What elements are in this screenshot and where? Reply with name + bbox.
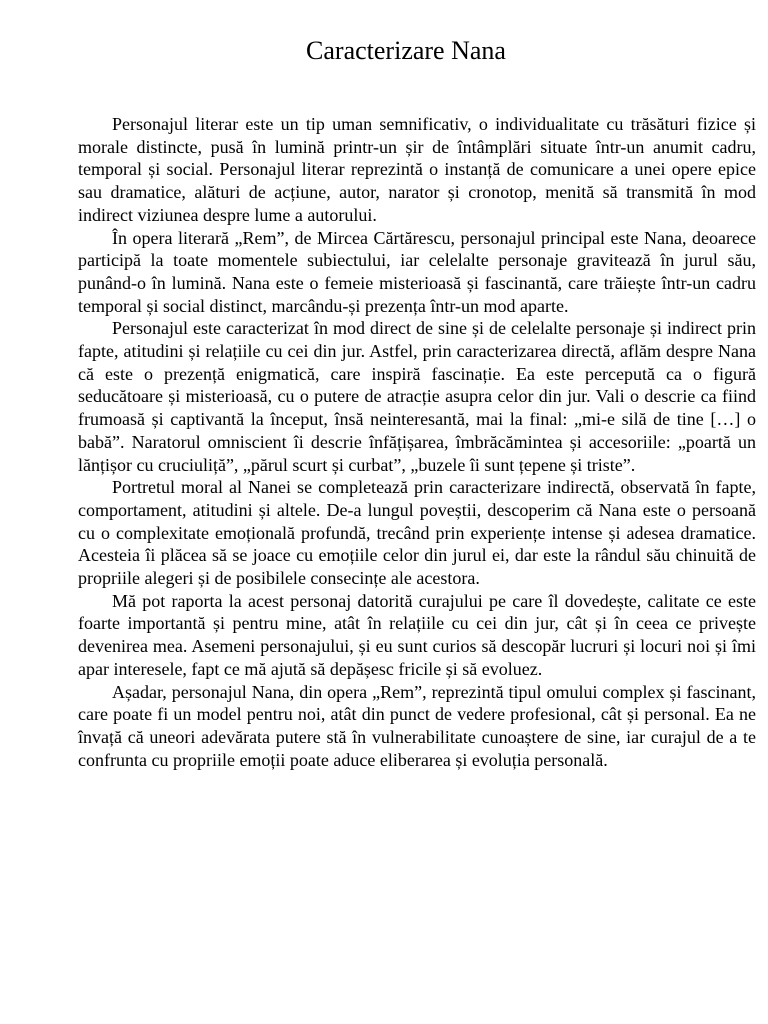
paragraph-personal-opinion: Mă pot raporta la acest personaj datorită curajului pe care îl dovedește, calitate ce este foarte importantă și pentru mine, atât în relațiile cu cei din jur, cât și în ceea ce privește devenirea mea. Asemeni personajului, și eu sunt curios să descopăr lucruri și locuri noi și îmi apar interesele, fapt ce mă ajută să depășesc fricile și să evoluez. — [78, 590, 756, 679]
document-body — [78, 113, 756, 771]
paragraph-definition: Personajul literar este un tip uman semnificativ, o individualitate cu trăsături fizice și morale distincte, pusă în lumină printr-un șir de întâmplări situate într-un anumit cadru, temporal și social. Personajul literar reprezintă o instanță de comunicare a unei opere epice sau dramatice, alături de acțiune, autor, narator și cronotop, menită să transmită în mod indirect viziunea despre lume a autorului. — [78, 114, 756, 225]
paragraph-indirect-characterization: Portretul moral al Nanei se completează prin caracterizare indirectă, observată în fapte, comportament, atitudini și altele. De-a lungul poveștii, descoperim că Nana este o persoană cu o complexitate emoțională profundă, trecând prin experiențe intense și adesea dramatice. Acesteia îi plăcea să se joace cu emoțiile celor din jurul ei, dar este la rândul său chinuită de propriile alegeri și de posibilele consecințe ale acestora. — [78, 477, 756, 589]
paragraph-conclusion: Așadar, personajul Nana, din opera „Rem”, reprezintă tipul omului complex și fascinant, care poate fi un model pentru noi, atât din punct de vedere profesional, cât și personal. Ea ne învață că uneori adevărata putere stă în vulnerabilitate cunoaștere de sine, iar curajul de a te confrunta cu propriile emoții poate aduce eliberarea și evoluția personală. — [78, 681, 756, 770]
document-title: Caracterizare Nana — [306, 36, 506, 65]
paragraph-direct-characterization: Personajul este caracterizat în mod direct de sine și de celelalte personaje și indirect prin fapte, atitudini și relațiile cu cei din jur. Astfel, prin caracterizarea directă, aflăm despre Nana că este o prezență enigmatică, care inspiră fascinație. Ea este percepută ca o figură seducătoare și misterioasă, cu o putere de atracție asupra celor din jur. Vali o descrie ca fiind frumoasă și captivantă la început, însă neinteresantă, mai la final: „mi-e silă de tine […] o babă”. Naratorul omniscient îi descrie înfățișarea, îmbrăcămintea și accesoriile: „poartă un lănțișor cu cruciuliță”, „părul scurt și curbat”, „buzele îi sunt țepene și triste”. — [78, 318, 756, 475]
paragraph-introduction: În opera literară „Rem”, de Mircea Cărtărescu, personajul principal este Nana, deoarece participă la toate momentele subiectului, iar celelalte personaje gravitează în jurul său, punând-o în lumină. Nana este o femeie misterioasă și fascinantă, care trăiește într-un cadru temporal și social distinct, marcându-și prezența într-un mod aparte. — [78, 227, 756, 316]
